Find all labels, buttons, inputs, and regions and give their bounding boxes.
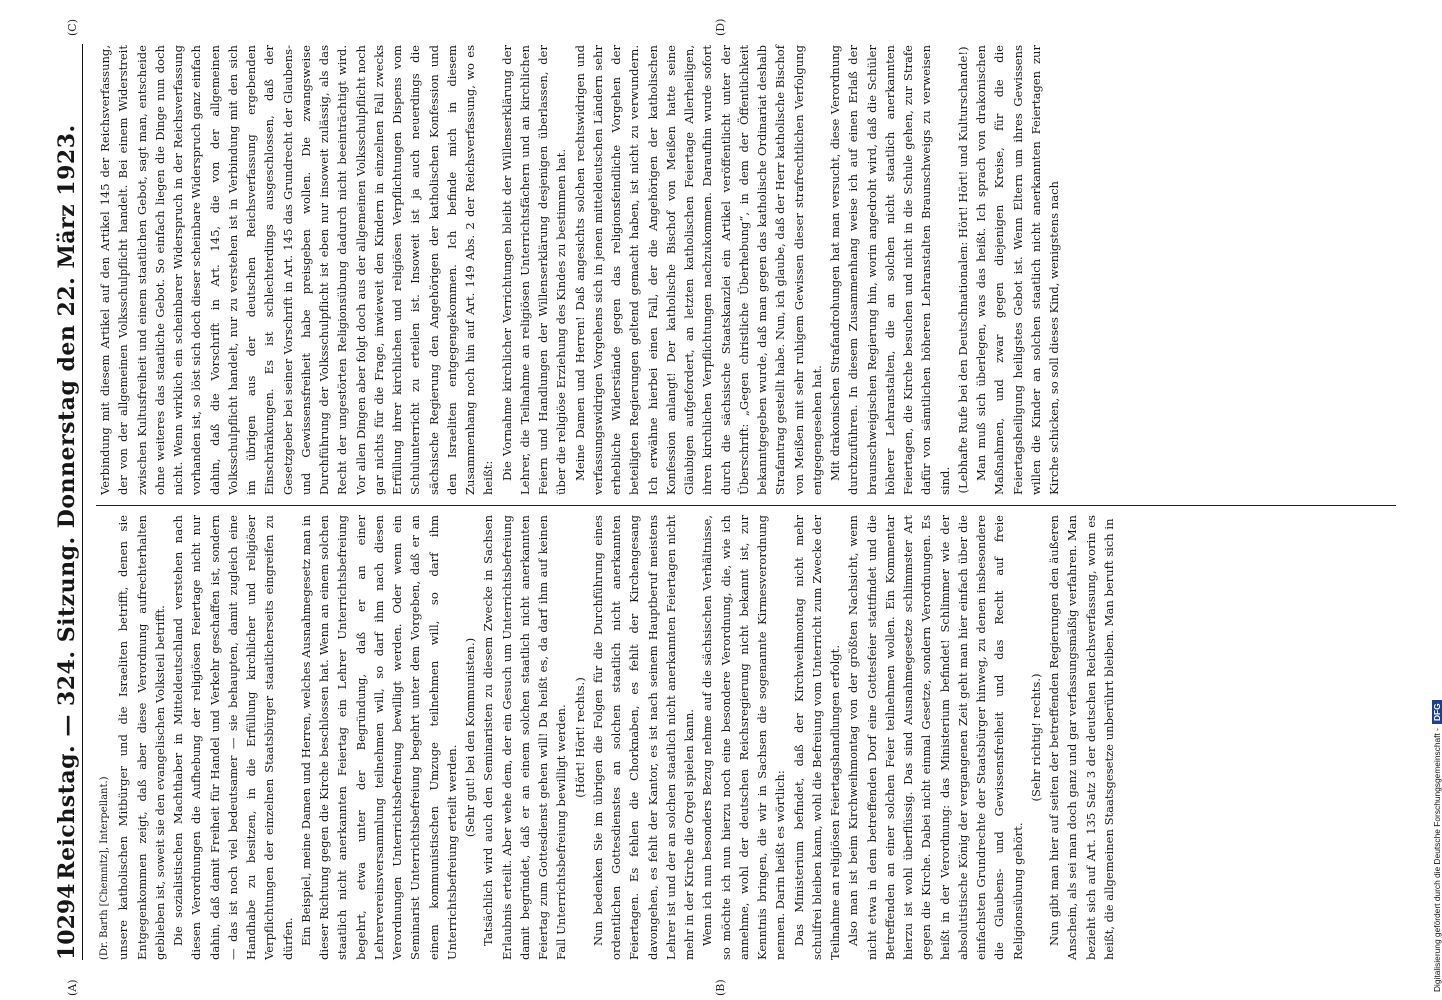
quoted-article: Die Vornahme kirchlicher Verrichtungen bleibt der Willenserklärung der Lehrer, die Teilnahme an religiösen Unterrichtsfächern und an kirchlichen Feiern und Handlungen der Willenserklärung desjenigen überlassen, der über die religiöse Erziehung des Kindes zu bestimmen hat. xyxy=(499,45,569,495)
interjection: (Lebhafte Rufe bei den Deutschnationalen: Hört! Hört! und Kulturschande!) xyxy=(955,46,970,494)
column-divider xyxy=(96,505,1396,506)
paragraph: Ein Beispiel, meine Damen und Herren, welches Ausnahmegesetz man in dieser Richtung gegen die Kirche beschlossen hat. Wenn an einem solchen staatlich nicht anerkannten Feiertag ein Lehrer Unterrichtsbefreiung begehrt, etwa unter der Begründung, daß er an einer Lehrervereinsversammlung teilnehmen will, so darf ihm nach diesen Verordnungen Unterrichtsbefreiung bewilligt werden. Oder wenn ein Seminarist Unterrichtsbefreiung begehrt unter dem Vorgeben, daß er an einem kommunistischen Umzuge teilnehmen will, so darf ihm Unterrichtsbefreiung erteilt werden. xyxy=(298,515,459,960)
interjection: (Hört! Hört! rechts.) xyxy=(572,677,587,798)
quoted-regulation: Das Ministerium befindet, daß der Kirchweihmontag nicht mehr schulfrei bleiben kann, wohl die Befreiung vom Unterricht zum Zwecke der Teilnahme an religiösen Feiertagshandlungen erfolgt. xyxy=(791,515,842,960)
margin-mark-b: (B) xyxy=(714,979,727,996)
page-number: 10294 xyxy=(54,883,80,960)
dfg-logo: DFG xyxy=(1432,700,1442,724)
paragraph: Meine Damen und Herren! Daß angesichts solchen rechtswidrigen und verfassungswidrigen Vorgehens sich in jenen mitteldeutschen Ländern sehr erhebliche Widerstände gegen das religionsfeindliche Vorgehen der beteiligten Regierungen geltend gemacht haben, ist nicht zu verwundern. Ich erwähne hierbei einen Fall, der die Angehörigen der katholischen Konfession anlangt! Der katholische Bischof von Meißen hatte seine Gläubigen aufgefordert, an letzten katholischen Feiertage Allerheiligen, ihren kirchlichen Verpflichtungen nachzukommen. Daraufhin wurde sofort durch die sächsische Staatskanzlei ein Artikel veröffentlicht unter der Überschrift: „Gegen christliche Überhebung“, in dem der Öffentlichkeit bekanntgegeben wurde, daß man gegen das katholische Ordinariat deshalb Strafantrag gestellt habe. Nun, ich glaube, daß der Herr katholische Bischof von Meißen mit sehr ruhigem Gewissen dieser strafrechtlichen Verfolgung entgegengesehen hat. xyxy=(572,45,824,495)
margin-mark-c: (C) xyxy=(66,19,79,36)
left-column xyxy=(96,515,1404,960)
paragraph: Nun gibt man hier auf seiten der betreffenden Regierungen den äußeren Anschein, als sei man doch ganz und gar verfassungsmäßig verfahren. Man bezieht sich auf Art. 135 Satz 3 der deutschen Reichsverfassung, worin es heißt, die allgemeinen Staatsgesetze unberührt bleiben. Man beruft sich in xyxy=(1047,515,1116,960)
digitization-credit xyxy=(1422,8,1442,992)
margin-mark-a: (A) xyxy=(66,979,79,996)
interjection: (Sehr gut! bei den Kommunisten.) xyxy=(463,637,477,838)
paragraph: Also man ist beim Kirchweihmontag von der größten Nachsicht, wenn nicht etwa in dem betreffenden Dorf eine Gottesfeier stattfindet und die Betreffenden an einer solchen Feier teilnehmen wollen. Ein Kommentar hierzu ist wohl überflüssig. Das sind Ausnahmegesetze schlimmster Art gegen die Kirche. Dabei nicht einmal Gesetze, sondern Verordnungen. Es heißt in der Verordnung: das Ministerium befindet! Schlimmer wie der absolutistische König der vergangenen Zeit geht man hier einfach über die einfachsten Grundrechte der Staatsbürger hinweg, zu denen insbesondere die Glaubens- und Gewissensfreiheit und das Recht auf freie Religionsübung gehört. xyxy=(846,515,1025,960)
right-column xyxy=(96,45,1404,495)
credit-text: Digitalisierung gefördert durch die Deutsche Forschungsgemeinschaft - xyxy=(1432,728,1442,992)
paragraph: Man muß sich überlegen, was das heißt. Ich sprach von drakonischen Maßnahmen, und zwar gegen diejenigen Kreise, für die die Feiertagsheiligung heiligstes Gebot ist. Wenn Eltern um ihres Gewissens willen die Kinder an solchen staatlich nicht anerkannten Feiertagen zur Kirche schicken, so soll dieses Kind, wenigstens nach xyxy=(974,45,1061,495)
interjection: (Sehr richtig! rechts.) xyxy=(1028,673,1043,802)
paragraph: Mit drakonischen Strafandrohungen hat man versucht, diese Verordnung durchzuführen. In diesem Zusammenhang weise ich auf einen Erlaß der braunschweigischen Regierung hin, worin angedroht wird, daß die Schüler höherer Lehranstalten, die an solchen nicht staatlich anerkannten Feiertagen, die Kirche besuchen und nicht in die Schule gehen, zur Strafe dafür von sämtlichen höheren Lehranstalten Braunschweigs zu verweisen sind. xyxy=(828,45,952,495)
paragraph: Nun bedenken Sie im übrigen die Folgen für die Durchführung eines ordentlichen Gottesdienstes an solchen staatlich nicht anerkannten Feiertagen. Es fehlen die Chorknaben, es fehlt der Kirchengesang davongehen, es fehlt der Kantor, es ist nach seinem Hauptberuf meistens Lehrer ist und der an solchen staatlich nicht anerkannten Feiertagen nicht mehr in der Kirche die Orgel spielen kann. xyxy=(590,515,696,960)
page-title: Reichstag. — 324. Sitzung. Donnerstag den 22. März 1923. xyxy=(54,124,80,880)
margin-mark-d: (D) xyxy=(714,18,727,36)
paragraph: Die sozialistischen Machthaber in Mitteldeutschland verstehen nach diesen Verordnungen die Aufhebung der religiösen Feiertage nicht nur dahin, daß damit Freiheit für Handel und Verkehr geschaffen ist, sondern — das ist noch viel bedeutsamer — sie behaupten, damit zugleich eine Handhabe zu besitzen, in die Erfüllung kirchlicher und religiöser Verpflichtungen der einzelnen Staatsbürger staatlicherseits eingreifen zu dürfen. xyxy=(171,515,295,960)
page-header xyxy=(52,44,83,960)
paragraph: Verbindung mit diesem Artikel auf den Artikel 145 der Reichsverfassung, der von der allgemeinen Volksschulpflicht handelt. Bei einem Widerstreit zwischen Kultusfreiheit und einem staatlichen Gebot, sagt man, entscheide ohne weiteres das staatliche Gebot. So einfach liegen die Dinge nun doch nicht. Wenn wirklich ein scheinbarer Widerspruch in der Reichsverfassung vorhanden ist, so löst sich doch dieser scheinbare Widerspruch ganz einfach dahin, daß die Vorschrift in Art. 145, die von der allgemeinen Volksschulpflicht handelt, nur zu verstehen ist in Verbindung mit den sich im übrigen aus der deutschen Reichsverfassung ergebenden Einschränkungen. Es ist schlechterdings ausgeschlossen, daß der Gesetzgeber bei seiner Vorschrift in Art. 145 das Grundrecht der Glaubens- und Gewissensfreiheit habe preisgeben wollen. Die zwangsweise Durchführung der Volksschulpflicht ist eben nur insoweit zulässig, als das Recht der ungestörten Religionsübung dadurch nicht beeinträchtigt wird. Vor allen Dingen aber folgt doch aus der allgemeinen Volksschulpflicht noch gar nichts für die Frage, inwieweit den Kindern in einzelnen Fall zwecks Erfüllung ihrer kirchlichen und religiösen Verpflichtungen Dispens vom Schulunterricht zu erteilen ist. Insoweit ist ja auch neuerdings die sächsische Regierung den Angehörigen der katholischen Konfession und den Israeliten entgegengekommen. Ich befinde mich in diesem Zusammenhang noch hin auf Art. 149 Abs. 2 der Reichsverfassung, wo es heißt: xyxy=(98,45,496,495)
speaker-line: (Dr. Barth [Chemnitz], Interpellant.) xyxy=(99,776,110,960)
paragraph: unsere katholischen Mitbürger und die Israeliten betrifft, denen sie Entgegenkommen zeigt, daß aber diese Verordnung aufrechterhalten geblieben ist, soweit sie den evangelischen Volksteil betrifft. xyxy=(116,515,167,960)
paragraph: Wenn ich nun besonders Bezug nehme auf die sächsischen Verhältnisse, so möchte ich nun hierzu noch eine besondere Verordnung, die, wie ich annehme, wohl der deutschen Reichsregierung nicht bekannt ist, zur Kenntnis bringen, die wir in Sachsen die sogenannte Kirmesverordnung nennen. Darin heißt es wörtlich: xyxy=(700,515,788,960)
paragraph: Tatsächlich wird auch den Seminaristen zu diesem Zwecke in Sachsen Erlaubnis erteilt. Aber wehe dem, der ein Gesuch um Unterrichtsbefreiung damit begründet, daß er an einem solchen staatlich nicht anerkannten Feiertag zum Gottesdienst gehen will! Da heißt es, da darf ihm auf keinen Fall Unterrichtsbefreiung bewilligt werden. xyxy=(481,515,569,960)
